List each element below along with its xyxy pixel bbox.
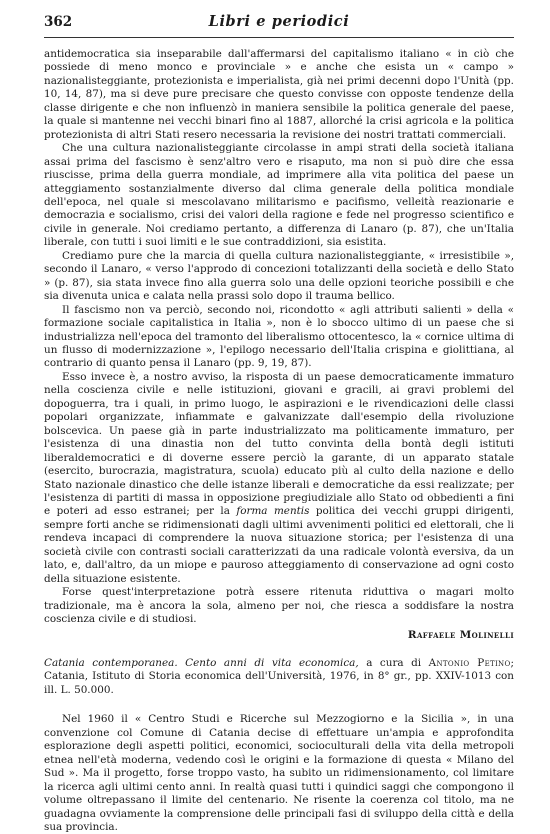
curator-name: Antonio Petino: [428, 657, 511, 669]
review-paragraph: Nel 1960 il « Centro Studi e Ricerche sul Mezzogiorno e la Sicilia », in una convenzione col Comune di Catania decise di effettuare un'ampia e approfondita esplorazione degli aspetti politici, economici, socioculturali della vita della metropoli etnea nell'età moderna, vedendo così le origini e la formazione di questa « Milano del Sud ». Ma il progetto, forse troppo vasto, ha subito un ridimensionamento, col limitare la ricerca agli ultimi cento anni. In realtà quasi tutti i quindici saggi che compongono il volume oltrepassano il limite del centenario. Ne risente la coerenza col titolo, ma ne guadagna ovviamente la comprensione delle principali fasi di sviluppo della città e della sua provincia.: [44, 713, 514, 833]
paragraph: [44, 371, 514, 586]
bibliographic-reference: [44, 657, 514, 697]
page-number: 362: [44, 14, 73, 30]
paragraph-text: Esso invece è, a nostro avviso, la risposta di un paese democraticamente immaturo nella coscienza civile e nelle istituzioni, giovani e gracili, ai gravi problemi del dopoguerra, tra i quali, in primo luogo, le aspirazioni e le rivendicazioni delle classi popolari organizzate, infiammate e galvanizzate dall'esempio della rivoluzione bolscevica. Un paese già in parte industrializzato ma politicamente immaturo, per l'esistenza di una dinastia non del tutto convinta della bontà degli istituti liberaldemocratici e di doverne essere perciò la garante, di un apparato statale (esercito, burocrazia, magistratura, scuola) educato più al culto della nazione e dello Stato nazionale dinastico che delle istanze liberali e democratiche da essi realizzate; per l'esistenza di partiti di massa in opposizione pregiudiziale allo Stato od obbedienti a fini e poteri ad esso estranei; per la: [44, 370, 514, 518]
paragraph: Crediamo pure che la marcia di quella cultura nazionalisteggiante, « irresistibile », secondo il Lanaro, « verso l'approdo di concezioni totalizzanti della società e dello Stato » (p. 87), sia stata invece fino alla guerra solo una delle opzioni teoriche possibili e che sia divenuta unica e calata nella prassi solo dopo il trauma bellico.: [44, 249, 514, 303]
publication-details: ; Catania, Istituto di Storia economica dell'Università, 1976, in 8° gr., pp. XXIV-1013 con ill. L. 50.000.: [44, 657, 514, 696]
paragraph-text-continued: politica dei vecchi gruppi dirigenti, sempre forti anche se ridimensionati dagli ultimi avvenimenti politici ed elettorali, che li rendeva incapaci di comprendere la nuova situazione storica; per l'esistenza di una società civile con contrasti sociali caratterizzati da una radicale volontà eversiva, da un lato, e, dall'altro, da un miope e pauroso atteggiamento di conservazione ad ogni costo della situazione esistente.: [44, 505, 514, 585]
author-signature: Raffaele Molinelli: [407, 629, 514, 642]
curator-prefix: a cura di: [358, 657, 429, 669]
paragraph: Che una cultura nazionalisteggiante circolasse in ampi strati della società italiana assai prima del fascismo è senz'altro vero e risaputo, ma non si può dire che essa riuscisse, prima della guerra mondiale, ad imprimere alla vita politica del paese un atteggiamento sostanzialmente diverso dal clima generale della politica mondiale dell'epoca, nel quale si mescolavano militarismo e pacifismo, velleità reazionarie e democrazia e socialismo, crisi dei valori della ragione e fede nel progresso scientifico e civile in generale. Noi crediamo pertanto, a differenza di Lanaro (p. 87), che un'Italia liberale, con tutti i suoi limiti e le sue contraddizioni, sia esistita.: [44, 142, 514, 249]
paragraph: Il fascismo non va perciò, secondo noi, ricondotto « agli attributi salienti » della « formazione sociale capitalistica in Italia », non è lo sbocco ultimo di un paese che si industrializza nell'epoca del tramonto del liberalismo ottocentesco, la « cornice ultima di un flusso di modernizzazione », l'epilogo necessario dell'Italia crispina e giolittiana, al contrario di quanto pensa il Lanaro (pp. 9, 19, 87).: [44, 303, 514, 370]
article-body: [44, 48, 514, 643]
book-review: [44, 657, 514, 834]
paragraph-continuation: antidemocratica sia inseparabile dall'affermarsi del capitalismo italiano « in ciò che possiede di meno monco e provinciale » e anche che esista un « campo » nazionalisteggiante, protezionista e imperialista, già nei primi decenni dopo l'Unità (pp. 10, 14, 87), ma si deve pure precisare che questo convisse con opposte tendenze della classe dirigente e che non influenzò in maniera sensibile la politica generale del paese, la quale si mantenne nei vecchi binari fino al 1887, allorché la crisi agricola e la politica protezionista di altri Stati resero necessaria la revisione dei nostri trattati commerciali.: [44, 48, 514, 141]
paragraph: Forse quest'interpretazione potrà essere ritenuta riduttiva o magari molto tradizionale, ma è ancora la sola, almeno per noi, che riesca a soddisfare la nostra coscienza civile e di studiosi.: [44, 586, 514, 626]
running-title: Libri e periodici: [208, 13, 350, 30]
book-title: Catania contemporanea. Cento anni di vita economica,: [44, 657, 359, 669]
italic-term: forma mentis: [236, 505, 310, 518]
page-header: [44, 11, 514, 38]
